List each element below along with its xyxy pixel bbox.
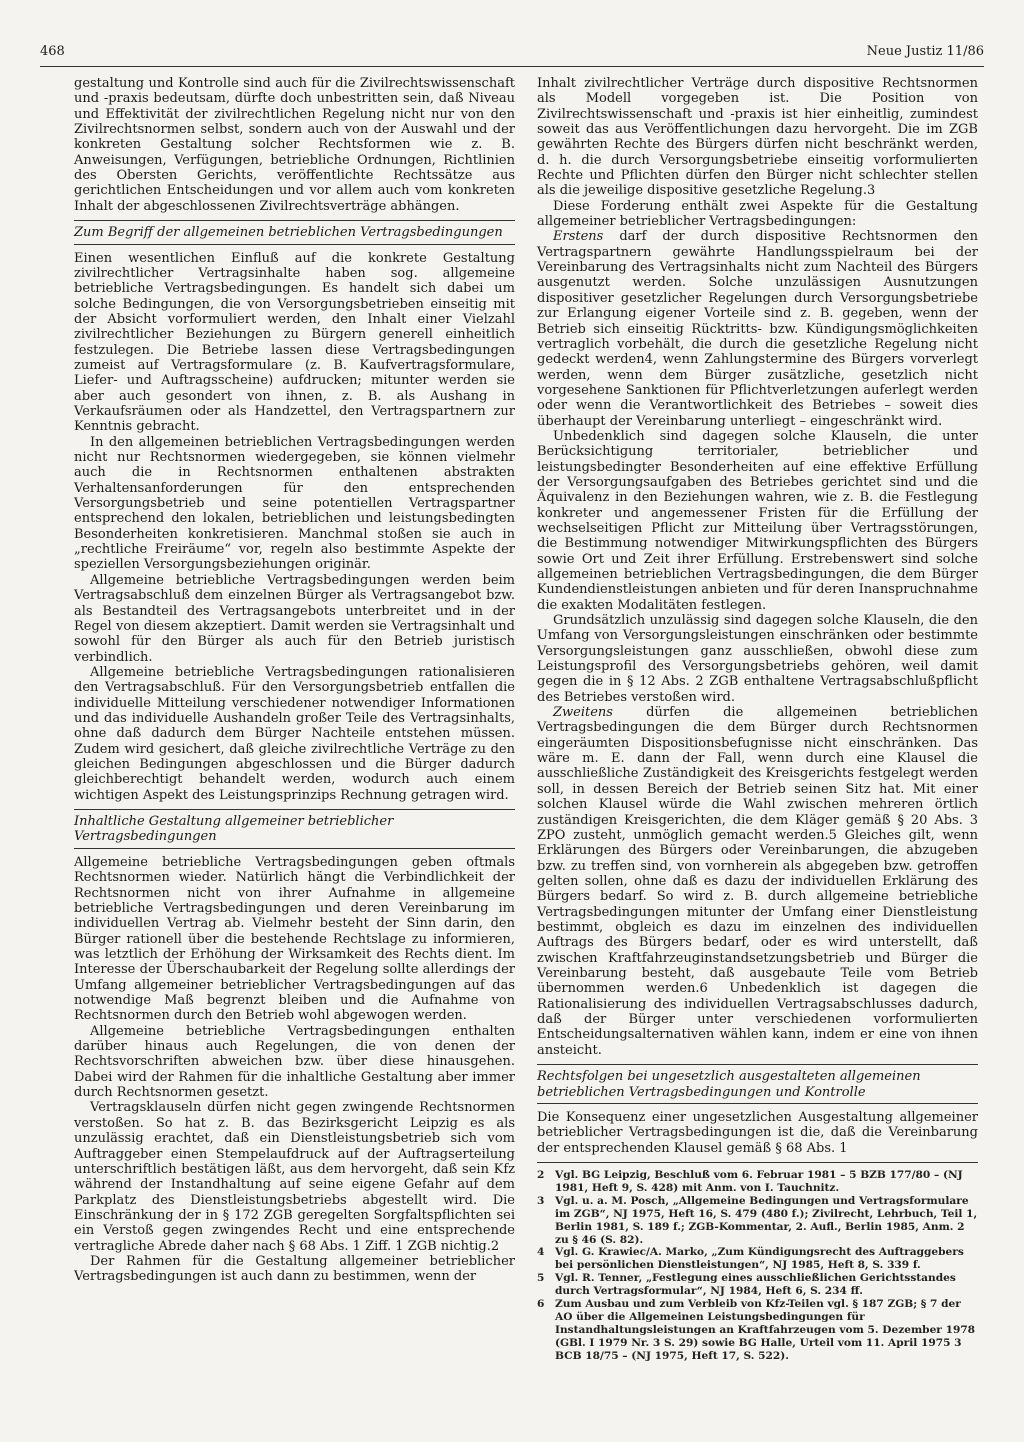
paragraph: Grundsätzlich unzulässig sind dagegen solche Klauseln, die den Umfang von Versorgungsleistungen einschränken oder bestimmte Versorgungsleistungen ganz ausschließen, obwohl diese zum Leistungsprofil des Versorgungsbetriebs gehören, weil damit gegen die in § 12 Abs. 2 ZGB enthaltene Vertragsabschlußpflicht des Betriebes verstoßen wird. [537,613,978,705]
paragraph-text: darf der durch dispositive Rechtsnormen den Vertragspartnern gewährte Handlungsspielraum bei der Vereinbarung des Vertragsinhalts nicht zum Nachteil des Bürgers ausgenutzt werden. Solche unzulässigen Ausnutzungen dispositiver gesetzlicher Regelungen durch Versorgungsbetriebe zur Erlangung eigener Vorteile sind z. B. gegeben, wenn der Betrieb sich einseitig Rücktritts- bzw. Kündigungsmöglichkeiten vertraglich vorbehält, die durch die gesetzliche Regelung nicht gedeckt werden4, wenn Zahlungstermine des Bürgers vorverlegt werden, wenn dem Bürger zusätzliche, gesetzlich nicht vorgesehene Sanktionen für Pflichtverletzungen auferlegt werden oder wenn die Verantwortlichkeit des Betriebes – soweit dies überhaupt der Vereinbarung unterliegt – eingeschränkt wird. [537,229,978,429]
footnote-number: 2 [537,1169,545,1182]
section-heading: Zum Begriff der allgemeinen betrieblichen Vertragsbedingungen [74,220,515,245]
header-rule [40,66,984,67]
footnote-text: Vgl. R. Tenner, „Festlegung eines ausschließlichen Gerichtsstandes durch Vertragsformular“, NJ 1984, Heft 6, S. 234 ff. [555,1272,956,1298]
paragraph [537,229,978,428]
right-column [537,76,978,1363]
paragraph: In den allgemeinen betrieblichen Vertragsbedingungen werden nicht nur Rechtsnormen wiedergegeben, sie können vielmehr auch die in Rechtsnormen enthaltenen abstrakten Verhaltensanforderungen für den entsprechenden Versorgungsbetrieb und seine potentiellen Vertragspartner entsprechend den lokalen, betrieblichen und leistungsbedingten Besonderheiten konkretisieren. Manchmal stoßen sie auch in „rechtliche Freiräume“ vor, regeln also bestimmte Aspekte der speziellen Versorgungsbeziehungen originär. [74,434,515,573]
paragraph [537,705,978,1058]
paragraph: Allgemeine betriebliche Vertragsbedingungen werden beim Vertragsabschluß dem einzelnen Bürger als Vertragsangebot bzw. als Bestandteil des Vertragsangebots unterbreitet und in der Regel von diesem akzeptiert. Damit werden sie Vertragsinhalt und sowohl für den Bürger als auch für den Betrieb juristisch verbindlich. [74,572,515,665]
paragraph: Unbedenklich sind dagegen solche Klauseln, die unter Berücksichtigung territorialer, betrieblicher und leistungsbedingter Besonderheiten auf eine effektive Erfüllung der Versorgungsaufgaben des Betriebes gerichtet sind und die Äquivalenz in den Beziehungen wahren, wie z. B. die Festlegung konkreter und angemessener Fristen für die Erfüllung der wechselseitigen Pflicht zur Mitteilung über Vertragsstörungen, die Bestimmung notwendiger Mitwirkungspflichten des Bürgers sowie Ort und Zeit ihrer Erfüllung. Erstrebenswert sind solche allgemeinen betrieblichen Vertragsbedingungen, die dem Bürger Kundendienstleistungen anbieten und für deren Inanspruchnahme die exakten Modalitäten festlegen. [537,428,978,613]
footnote [537,1272,978,1298]
journal-issue: Neue Justiz 11/86 [866,44,984,59]
footnote-text: Vgl. G. Krawiec/A. Marko, „Zum Kündigungsrecht des Auftraggebers bei persönlichen Dienstleistungen“, NJ 1985, Heft 8, S. 339 f. [555,1246,964,1272]
footnote-number: 5 [537,1272,545,1285]
footnote [537,1246,978,1272]
paragraph: Der Rahmen für die Gestaltung allgemeiner betrieblicher Vertragsbedingungen ist auch dann zu bestimmen, wenn der [74,1253,515,1285]
footnote [537,1298,978,1363]
paragraph: Diese Forderung enthält zwei Aspekte für die Gestaltung allgemeiner betrieblicher Vertragsbedingungen: [537,198,978,230]
left-column [74,76,515,1285]
paragraph: Vertragsklauseln dürfen nicht gegen zwingende Rechtsnormen verstoßen. So hat z. B. das Bezirksgericht Leipzig es als unzulässig erachtet, daß ein Dienstleistungsbetrieb sich vom Auftraggeber einen Stempelaufdruck auf der Auftragserteilung unterschriftlich bestätigen läßt, aus dem hervorgeht, daß sein Kfz während der Instandhaltung auf seine eigene Gefahr auf dem Parkplatz des Dienstleistungsbetriebs abgestellt wird. Die Einschränkung der in § 172 ZGB geregelten Sorgfaltspflichten sei ein Verstoß gegen zwingendes Recht und eine entsprechende vertragliche Abrede daher nach § 68 Abs. 1 Ziff. 1 ZGB nichtig.2 [74,1100,515,1254]
footnote-text: Vgl. u. a. M. Posch, „Allgemeine Bedingungen und Vertragsformulare im ZGB“, NJ 1975, Heft 16, S. 479 (480 f.); Zivilrecht, Lehrbuch, Teil 1, Berlin 1981, S. 189 f.; ZGB-Kommentar, 2. Aufl., Berlin 1985, Anm. 2 zu § 46 (S. 82). [555,1194,978,1246]
footnote-text: Vgl. BG Leipzig, Beschluß vom 6. Februar 1981 – 5 BZB 177/80 – (NJ 1981, Heft 9, S. 428) mit Anm. von I. Tauchnitz. [555,1169,963,1194]
paragraph: Allgemeine betriebliche Vertragsbedingungen rationalisieren den Vertragsabschluß. Für den Versorgungsbetrieb entfallen die individuelle Mitteilung verschiedener notwendiger Informationen und das individuelle Aushandeln großer Teile des Vertragsinhalts, ohne daß dadurch dem Bürger Nachteile entstehen müssen. Zudem wird gesichert, daß gleiche zivilrechtliche Verträge zu den gleichen Bedingungen abgeschlossen und die Bürger dadurch gleichberechtigt behandelt werden, wodurch auch einem wichtigen Aspekt des Leistungsprinzips Rechnung getragen wird. [74,664,515,803]
section-heading: Inhaltliche Gestaltung allgemeiner betrieblicher Vertragsbedingungen [74,809,515,849]
emphasis-erstens: Erstens [553,229,604,245]
page-number: 468 [40,44,65,59]
footnote-number: 4 [537,1246,545,1259]
paragraph-text: dürfen die allgemeinen betrieblichen Vertragsbedingungen die dem Bürger durch Rechtsnormen eingeräumten Dispositionsbefugnisse nicht einschränken. Das wäre m. E. dann der Fall, wenn durch eine Klausel die ausschließliche Zuständigkeit des Kreisgerichts festgelegt werden soll, in dessen Bereich der Betrieb seinen Sitz hat. Mit einer solchen Klausel würde die Wahl zwischen mehreren örtlich zuständigen Kreisgerichten, die dem Kläger gemäß § 20 Abs. 3 ZPO zusteht, unmöglich gemacht werden.5 Gleiches gilt, wenn Erklärungen des Bürgers oder Vereinbarungen, die abzugeben bzw. zu treffen sind, von vornherein als abgegeben bzw. getroffen gelten sollen, ohne daß es dazu der individuellen Erklärung des Bürgers bedarf. So wird z. B. durch allgemeine betriebliche Vertragsbedingungen mitunter der Umfang einer Dienstleistung bestimmt, obgleich es dazu im einzelnen des individuellen Auftrags des Bürgers bedarf, oder es wird unterstellt, daß zwischen Kraftfahrzeuginstandsetzungsbetrieb und Bürger die Vereinbarung besteht, daß ausgebaute Teile vom Betrieb übernommen werden.6 Unbedenklich ist dagegen die Rationalisierung des individuellen Vertragsabschlusses dadurch, daß der Bürger unter verschiedenen vorformulierten Entscheidungsalternativen wählen kann, indem er eine von ihnen ansteicht. [537,705,978,1058]
paragraph: Einen wesentlichen Einfluß auf die konkrete Gestaltung zivilrechtlicher Vertragsinhalte haben sog. allgemeine betriebliche Vertragsbedingungen. Es handelt sich dabei um solche Bedingungen, die von Versorgungsbetrieben einseitig mit der Absicht vorformuliert werden, den Inhalt einer Vielzahl zivilrechtlicher Beziehungen zu Bürgern generell einheitlich festzulegen. Die Betriebe lassen diese Vertragsbedingungen zumeist auf Vertragsformulare (z. B. Kaufvertragsformulare, Liefer- und Auftragsscheine) aufdrucken; mitunter werden sie aber auch gesondert von ihnen, z. B. als Aushang in Verkaufsräumen oder als Handzettel, den Vertragspartnern zur Kenntnis gebracht. [74,250,515,435]
emphasis-zweitens: Zweitens [553,705,613,721]
paragraph: gestaltung und Kontrolle sind auch für die Zivilrechtswissenschaft und -praxis bedeutsam, dürfte doch unbestritten sein, daß Niveau und Effektivität der zivilrechtlichen Regelung nicht nur von den Zivilrechtsnormen selbst, sondern auch von der Auswahl und der konkreten Gestaltung solcher Rechtsformen wie z. B. Anweisungen, Verfügungen, betriebliche Ordnungen, Richtlinien des Obersten Gerichts, veröffentlichte Rechtssätze aus gerichtlichen Entscheidungen und vor allem auch vom konkreten Inhalt der abgeschlossenen Zivilrechtsverträge abhängen. [74,76,515,214]
footnote [537,1195,978,1247]
footnotes [537,1169,978,1363]
footnote-number: 3 [537,1194,545,1207]
page-header [40,44,984,62]
section-heading: Rechtsfolgen bei ungesetzlich ausgestalteten allgemeinen betrieblichen Vertragsbedingungen und Kontrolle [537,1064,978,1104]
footnote [537,1169,978,1195]
paragraph: Allgemeine betriebliche Vertragsbedingungen enthalten darüber hinaus auch Regelungen, die von denen der Rechtsvorschriften abweichen bzw. über diese hinausgehen. Dabei wird der Rahmen für die inhaltliche Gestaltung aber immer durch Rechtsnormen gesetzt. [74,1023,515,1101]
paragraph: Allgemeine betriebliche Vertragsbedingungen geben oftmals Rechtsnormen wieder. Natürlich hängt die Verbindlichkeit der Rechtsnormen nicht von ihrer Aufnahme in allgemeine betriebliche Vertragsbedingungen und deren Vereinbarung im individuellen Vertrag ab. Vielmehr besteht der Sinn darin, den Bürger rationell über die bestehende Rechtslage zu informieren, was letztlich der Erhöhung der Wirksamkeit des Rechts dient. Im Interesse der Überschaubarkeit der Regelung sollte allerdings der Umfang allgemeiner betrieblicher Vertragsbedingungen auf das notwendige Maß begrenzt bleiben und die Aufnahme von Rechtsnormen durch den Betrieb wohl abgewogen werden. [74,854,515,1024]
paragraph: Die Konsequenz einer ungesetzlichen Ausgestaltung allgemeiner betrieblicher Vertragsbedingungen ist die, daß die Vereinbarung der entsprechenden Klausel gemäß § 68 Abs. 1 [537,1110,978,1156]
footnote-text: Zum Ausbau und zum Verbleib von Kfz-Teilen vgl. § 187 ZGB; § 7 der AO über die Allgemeinen Leistungsbedingungen für Instandhaltungsleistungen an Kraftfahrzeugen vom 5. Dezember 1978 (GBl. I 1979 Nr. 3 S. 29) sowie BG Halle, Urteil vom 11. April 1975 3 BCB 18/75 – (NJ 1975, Heft 17, S. 522). [555,1298,976,1362]
paragraph: Inhalt zivilrechtlicher Verträge durch dispositive Rechtsnormen als Modell vorgegeben ist. Die Position von Zivilrechtswissenschaft und -praxis ist hier einheitlig, zumindest soweit das aus Veröffentlichungen dazu hervorgeht. Die im ZGB gewährten Rechte des Bürgers dürfen nicht beschränkt werden, d. h. die durch Versorgungsbetriebe einseitig vorformulierten Rechte und Pflichten dürfen den Bürger nicht schlechter stellen als die jeweilige dispositive gesetzliche Regelung.3 [537,76,978,199]
footnote-rule [537,1162,978,1163]
footnote-number: 6 [537,1298,545,1311]
